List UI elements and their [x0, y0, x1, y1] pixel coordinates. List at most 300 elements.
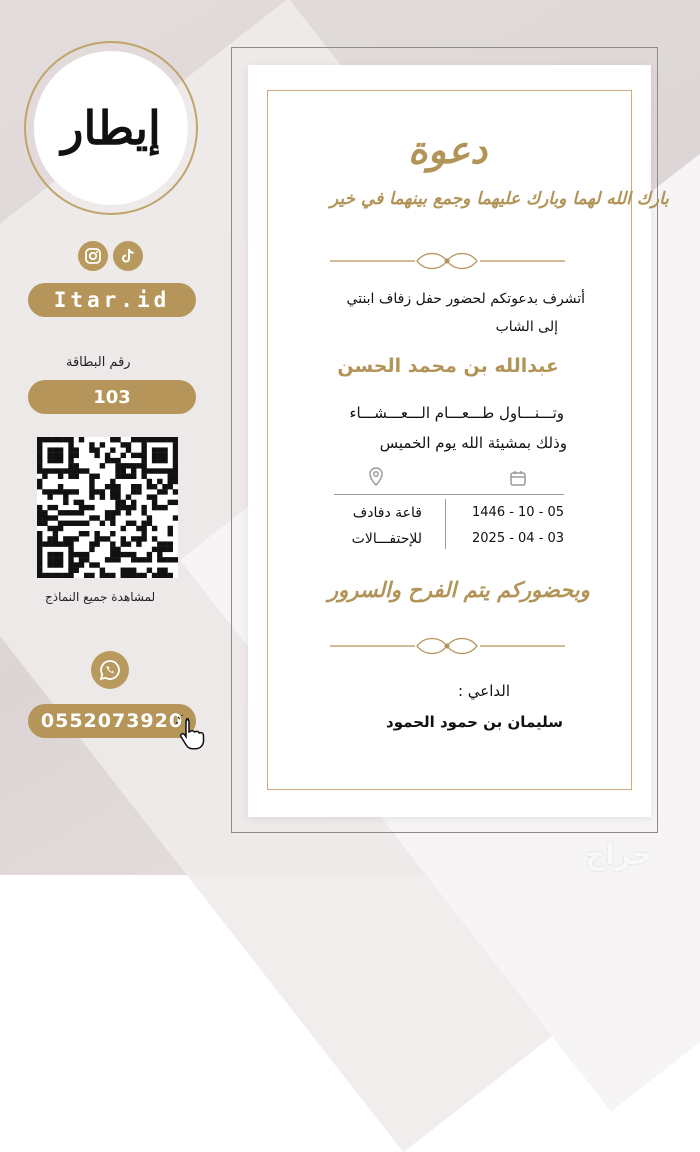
qr-module [157, 437, 162, 442]
qr-module [141, 536, 146, 541]
qr-module [63, 541, 68, 546]
qr-module [89, 547, 94, 552]
qr-module [94, 489, 99, 494]
qr-module [89, 474, 94, 479]
qr-module [47, 562, 52, 567]
qr-module [89, 562, 94, 567]
qr-module [152, 494, 157, 499]
qr-module [58, 510, 63, 515]
qr-module [173, 447, 178, 452]
qr-module [89, 442, 94, 447]
qr-module [173, 463, 178, 468]
qr-module [37, 505, 42, 510]
qr-module [173, 557, 178, 562]
qr-module [162, 437, 167, 442]
qr-module [152, 458, 157, 463]
qr-module [162, 484, 167, 489]
qr-module [68, 458, 73, 463]
qr-module [131, 463, 136, 468]
qr-module [162, 468, 167, 473]
qr-module [115, 510, 120, 515]
qr-module [94, 474, 99, 479]
qr-module [115, 505, 120, 510]
qr-module [37, 468, 42, 473]
qr-module [115, 547, 120, 552]
qr-module [37, 510, 42, 515]
qr-module [63, 500, 68, 505]
qr-module [100, 521, 105, 526]
hand-pointer-icon [176, 715, 210, 751]
qr-module [152, 447, 157, 452]
qr-module [53, 505, 58, 510]
qr-module [110, 447, 115, 452]
qr-module [147, 494, 152, 499]
qr-module [74, 500, 79, 505]
qr-module [47, 453, 52, 458]
qr-module [157, 573, 162, 578]
invite-line-1: أتشرف بدعوتكم لحضور حفل زفاف ابنتي [346, 291, 585, 307]
qr-module [152, 526, 157, 531]
qr-module [152, 468, 157, 473]
qr-module [58, 437, 63, 442]
qr-module [115, 437, 120, 442]
qr-module [152, 547, 157, 552]
qr-module [115, 557, 120, 562]
qr-module [110, 521, 115, 526]
qr-module [141, 437, 146, 442]
qr-module [126, 494, 131, 499]
qr-module [74, 568, 79, 573]
qr-module [141, 510, 146, 515]
qr-module [131, 474, 136, 479]
qr-module [53, 489, 58, 494]
qr-module [126, 541, 131, 546]
qr-module [141, 463, 146, 468]
qr-module [115, 489, 120, 494]
qr-module [68, 463, 73, 468]
invitation-title: دعوة [408, 127, 488, 172]
qr-module [115, 463, 120, 468]
qr-module [157, 479, 162, 484]
qr-module [84, 552, 89, 557]
qr-module [173, 453, 178, 458]
qr-module [42, 521, 47, 526]
venue-line-2: للإحتفـــالات [351, 531, 422, 547]
qr-module [94, 515, 99, 520]
qr-module [53, 515, 58, 520]
qr-module [162, 573, 167, 578]
host-name: سليمان بن حمود الحمود [386, 713, 563, 731]
qr-module [157, 468, 162, 473]
qr-module [105, 453, 110, 458]
qr-module [126, 521, 131, 526]
qr-module [37, 557, 42, 562]
qr-module [126, 552, 131, 557]
qr-module [53, 536, 58, 541]
qr-module [84, 557, 89, 562]
qr-module [47, 515, 52, 520]
qr-module [37, 453, 42, 458]
qr-module [110, 437, 115, 442]
qr-module [47, 494, 52, 499]
qr-module [141, 474, 146, 479]
qr-module [74, 510, 79, 515]
qr-module [136, 541, 141, 546]
qr-module [94, 447, 99, 452]
qr-module [131, 437, 136, 442]
qr-module [84, 531, 89, 536]
qr-module [37, 442, 42, 447]
blessing-calligraphy: بارك الله لهما وبارك عليهما وجمع بينهما في خير [330, 189, 669, 209]
qr-module [121, 468, 126, 473]
qr-module [168, 500, 173, 505]
qr-module [131, 484, 136, 489]
qr-module [152, 536, 157, 541]
qr-module [110, 458, 115, 463]
qr-module [168, 573, 173, 578]
qr-module [53, 453, 58, 458]
qr-module [100, 463, 105, 468]
host-label: الداعي : [457, 682, 510, 700]
qr-module [53, 573, 58, 578]
qr-module [136, 526, 141, 531]
phone-pill[interactable]: 0552073920 [28, 704, 196, 738]
qr-module [63, 510, 68, 515]
qr-module [152, 505, 157, 510]
qr-module [168, 526, 173, 531]
qr-module [37, 479, 42, 484]
qr-module [58, 541, 63, 546]
qr-module [63, 494, 68, 499]
qr-module [79, 500, 84, 505]
qr-module [63, 521, 68, 526]
qr-module [100, 489, 105, 494]
qr-module [79, 552, 84, 557]
qr-module [110, 515, 115, 520]
qr-module [168, 474, 173, 479]
qr-module [147, 479, 152, 484]
qr-module [68, 557, 73, 562]
qr-module [141, 526, 146, 531]
qr-module [110, 494, 115, 499]
groom-name: عبدالله بن محمد الحسن [337, 355, 559, 377]
qr-module [37, 568, 42, 573]
qr-module [115, 474, 120, 479]
qr-module [126, 474, 131, 479]
qr-module [94, 536, 99, 541]
qr-module [79, 557, 84, 562]
qr-module [131, 568, 136, 573]
qr-module [131, 500, 136, 505]
qr-module [136, 463, 141, 468]
qr-module [105, 458, 110, 463]
qr-module [115, 484, 120, 489]
qr-module [53, 552, 58, 557]
qr-module [37, 515, 42, 520]
qr-module [121, 573, 126, 578]
qr-module [115, 500, 120, 505]
qr-module [58, 573, 63, 578]
qr-module [173, 458, 178, 463]
qr-module [58, 552, 63, 557]
qr-module [110, 510, 115, 515]
qr-module [68, 468, 73, 473]
qr-module [162, 557, 167, 562]
qr-module [100, 568, 105, 573]
qr-module [162, 453, 167, 458]
qr-module [121, 442, 126, 447]
qr-module [115, 468, 120, 473]
qr-module [131, 557, 136, 562]
qr-module [121, 453, 126, 458]
qr-module [121, 463, 126, 468]
qr-module [168, 541, 173, 546]
qr-module [141, 458, 146, 463]
qr-module [37, 552, 42, 557]
qr-module [168, 484, 173, 489]
qr-module [141, 531, 146, 536]
qr-module [79, 437, 84, 442]
qr-module [89, 447, 94, 452]
qr-module [121, 536, 126, 541]
qr-module [126, 447, 131, 452]
qr-module [168, 437, 173, 442]
qr-module [53, 437, 58, 442]
qr-module [37, 458, 42, 463]
qr-module [141, 505, 146, 510]
qr-module [136, 453, 141, 458]
qr-module [100, 536, 105, 541]
qr-module [131, 521, 136, 526]
qr-module [152, 573, 157, 578]
qr-module [131, 552, 136, 557]
qr-module [63, 489, 68, 494]
qr-module [173, 474, 178, 479]
qr-module [58, 521, 63, 526]
qr-module [89, 505, 94, 510]
qr-module [105, 557, 110, 562]
qr-module [110, 531, 115, 536]
qr-module [79, 521, 84, 526]
qr-module [42, 489, 47, 494]
qr-module [157, 552, 162, 557]
qr-module [37, 541, 42, 546]
qr-module [157, 541, 162, 546]
qr-module [136, 557, 141, 562]
qr-module [131, 573, 136, 578]
qr-module [173, 437, 178, 442]
qr-module [94, 531, 99, 536]
qr-module [115, 494, 120, 499]
qr-module [58, 468, 63, 473]
qr-module [53, 447, 58, 452]
qr-module [53, 468, 58, 473]
qr-module [47, 489, 52, 494]
qr-module [162, 541, 167, 546]
qr-module [94, 453, 99, 458]
qr-module [141, 453, 146, 458]
qr-module [110, 573, 115, 578]
qr-module [110, 479, 115, 484]
calendar-icon [510, 470, 526, 486]
qr-module [74, 536, 79, 541]
qr-module [121, 552, 126, 557]
qr-module [68, 442, 73, 447]
brand-logo: إيطار [61, 101, 161, 155]
qr-module [37, 547, 42, 552]
qr-module [100, 442, 105, 447]
qr-module [173, 442, 178, 447]
qr-module [152, 437, 157, 442]
qr-module [68, 573, 73, 578]
date-gregorian: 2025 - 04 - 03 [472, 531, 565, 546]
qr-module [168, 557, 173, 562]
qr-module [58, 453, 63, 458]
qr-module [68, 568, 73, 573]
qr-module [141, 447, 146, 452]
qr-module [47, 468, 52, 473]
qr-module [89, 541, 94, 546]
qr-module [68, 547, 73, 552]
qr-module [74, 468, 79, 473]
qr-module [63, 573, 68, 578]
qr-module [147, 552, 152, 557]
qr-module [47, 437, 52, 442]
qr-module [89, 484, 94, 489]
qr-module [157, 568, 162, 573]
qr-module [141, 573, 146, 578]
qr-module [121, 541, 126, 546]
qr-module [42, 573, 47, 578]
qr-module [58, 557, 63, 562]
qr-module [53, 531, 58, 536]
qr-module [58, 526, 63, 531]
qr-module [157, 458, 162, 463]
qr-module [152, 453, 157, 458]
qr-code[interactable] [37, 437, 178, 578]
qr-module [63, 468, 68, 473]
qr-module [157, 447, 162, 452]
qr-module [168, 531, 173, 536]
qr-module [63, 437, 68, 442]
qr-module [74, 463, 79, 468]
qr-module [89, 573, 94, 578]
qr-module [147, 468, 152, 473]
qr-module [74, 447, 79, 452]
qr-module [162, 568, 167, 573]
qr-module [147, 557, 152, 562]
qr-module [110, 557, 115, 562]
info-separator [445, 499, 446, 549]
tiktok-icon[interactable] [113, 241, 143, 271]
qr-module [58, 458, 63, 463]
qr-module [47, 541, 52, 546]
qr-module [63, 536, 68, 541]
qr-module [131, 489, 136, 494]
qr-module [157, 547, 162, 552]
qr-module [147, 568, 152, 573]
qr-module [47, 557, 52, 562]
qr-module [89, 479, 94, 484]
handle-pill[interactable]: Itar.id [28, 283, 196, 317]
qr-module [126, 463, 131, 468]
qr-module [79, 468, 84, 473]
qr-module [136, 437, 141, 442]
qr-module [68, 541, 73, 546]
qr-module [157, 557, 162, 562]
qr-module [147, 437, 152, 442]
qr-module [79, 510, 84, 515]
qr-module [68, 510, 73, 515]
qr-module [162, 489, 167, 494]
qr-module [131, 536, 136, 541]
qr-module [42, 515, 47, 520]
qr-module [100, 573, 105, 578]
qr-module [136, 573, 141, 578]
qr-module [136, 484, 141, 489]
qr-module [105, 573, 110, 578]
qr-module [58, 562, 63, 567]
qr-module [126, 573, 131, 578]
qr-module [58, 474, 63, 479]
qr-module [121, 568, 126, 573]
qr-module [37, 531, 42, 536]
qr-module [168, 468, 173, 473]
qr-module [37, 521, 42, 526]
qr-module [100, 494, 105, 499]
qr-module [162, 505, 167, 510]
qr-module [173, 468, 178, 473]
qr-module [89, 515, 94, 520]
qr-module [74, 562, 79, 567]
qr-module [105, 510, 110, 515]
qr-module [68, 447, 73, 452]
qr-module [131, 505, 136, 510]
qr-module [42, 437, 47, 442]
qr-module [89, 489, 94, 494]
qr-module [157, 453, 162, 458]
ornament-divider-top [330, 248, 565, 274]
qr-module [74, 521, 79, 526]
qr-module [53, 541, 58, 546]
qr-module [136, 536, 141, 541]
qr-module [47, 447, 52, 452]
qr-module [126, 442, 131, 447]
qr-module [136, 489, 141, 494]
qr-module [68, 536, 73, 541]
qr-module [74, 453, 79, 458]
qr-module [141, 521, 146, 526]
qr-module [110, 547, 115, 552]
whatsapp-icon[interactable] [91, 651, 129, 689]
qr-module [121, 500, 126, 505]
qr-module [42, 474, 47, 479]
instagram-icon[interactable] [78, 241, 108, 271]
qr-module [58, 489, 63, 494]
qr-module [42, 468, 47, 473]
qr-module [115, 458, 120, 463]
watermark: حراج [585, 838, 653, 871]
location-pin-icon [368, 467, 384, 487]
qr-module [168, 479, 173, 484]
qr-module [47, 526, 52, 531]
qr-module [74, 489, 79, 494]
qr-module [121, 526, 126, 531]
qr-module [84, 521, 89, 526]
qr-module [126, 505, 131, 510]
qr-module [141, 442, 146, 447]
qr-module [68, 437, 73, 442]
